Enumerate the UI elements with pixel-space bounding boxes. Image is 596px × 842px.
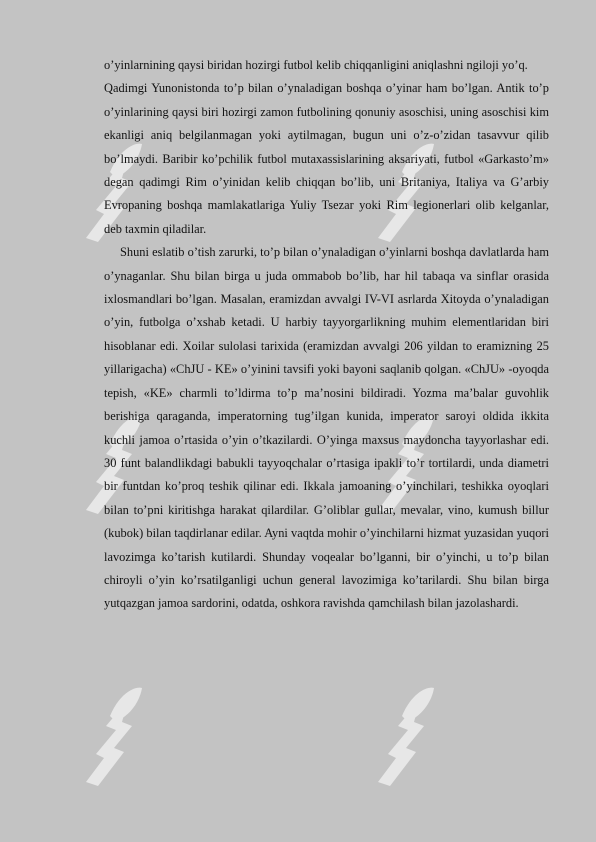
body-text bbox=[104, 54, 549, 616]
watermark-logo-icon bbox=[368, 682, 438, 792]
watermark-logo-icon bbox=[76, 682, 146, 792]
paragraph: o’yinlarnining qaysi biridan hozirgi futbol kelib chiqqanligini aniqlashni ngiloji yo’q. bbox=[104, 58, 528, 72]
paragraph: Shuni eslatib o’tish zarurki, to’p bilan o’ynaladigan o’yinlarni boshqa davlatlarda ham o’ynaganlar. Shu bilan birga u juda ommabob bo’lib, har hil tabaqa va sinflar orasida ixlosmandlari bo’lgan. Masalan, eramizdan avvalgi IV-VI asrlarda Xitoyda o’ynaladigan o’yin, futbolga o’xshab ketadi. U harbiy tayyorgarlikning muhim elementlaridan biri hisoblanar edi. Xoilar sulolasi tarixida (eramizdan avvalgi 206 yildan to eramizning 25 yillarigacha) «ChJU - KE» o’yinini tavsifi yoki bayoni saqlanib qolgan. «ChJU» -oyoqda tepish, «KE» charmli to’ldirma to’p ma’nosini bildiradi. Yozma ma’balar guvohlik berishiga qaraganda, imperatorning tug’ilgan kunida, imperator saroyi oldida ikkita kuchli jamoa o’rtasida o’yin o’tkazilardi. O’yinga maxsus maydoncha tayyorlashar edi. 30 funt balandlikdagi babukli tayyoqchalar o’rtasiga ipakli to’r tortilardi, unda diametri bir funtdan ko’proq teshik qilinar edi. Ikkala jamoaning o’yinchilari, teshikka oyoqlari bilan to’pni kiritishga harakat qilardilar. G’oliblar gullar, mevalar, vino, kumush billur (kubok) bilan taqdirlanar edilar. Ayni vaqtda mohir o’yinchilarni hizmat yuzasidan yuqori lavozimga ko’tarish kutilardi. Shunday voqealar bo’lganni, bir o’yinchi, u to’p bilan chiroyli o’yin ko’rsatilganligi uchun general lavozimiga ko’tarilardi. Shu bilan birga yutqazgan jamoa sardorini, odatda, oshkora ravishda qamchilash bilan jazolashardi. bbox=[104, 245, 549, 611]
paragraph: Qadimgi Yunonistonda to’p bilan o’ynaladigan boshqa o’yinar ham bo’lgan. Antik to’p o’yinlarining qaysi biri hozirgi zamon futbolining qonuniy asoschisi, uning asoschisi kim ekanligi aniq belgilanmagan yoki aytilmagan, bugun uni o’z-o’zidan tasavvur qilib bo’lmaydi. Baribir ko’pchilik futbol mutaxassislarining aksariyati, futbol «Garkasto’m» degan qadimgi Rim o’yinidan kelib chiqqan bo’lib, uni Britaniya, Italiya va G’arbiy Evropaning boshqa mamlakatlariga Yuliy Tsezar yoki Rim legionerlari olib kelganlar, deb taxmin qiladilar. bbox=[104, 81, 549, 236]
